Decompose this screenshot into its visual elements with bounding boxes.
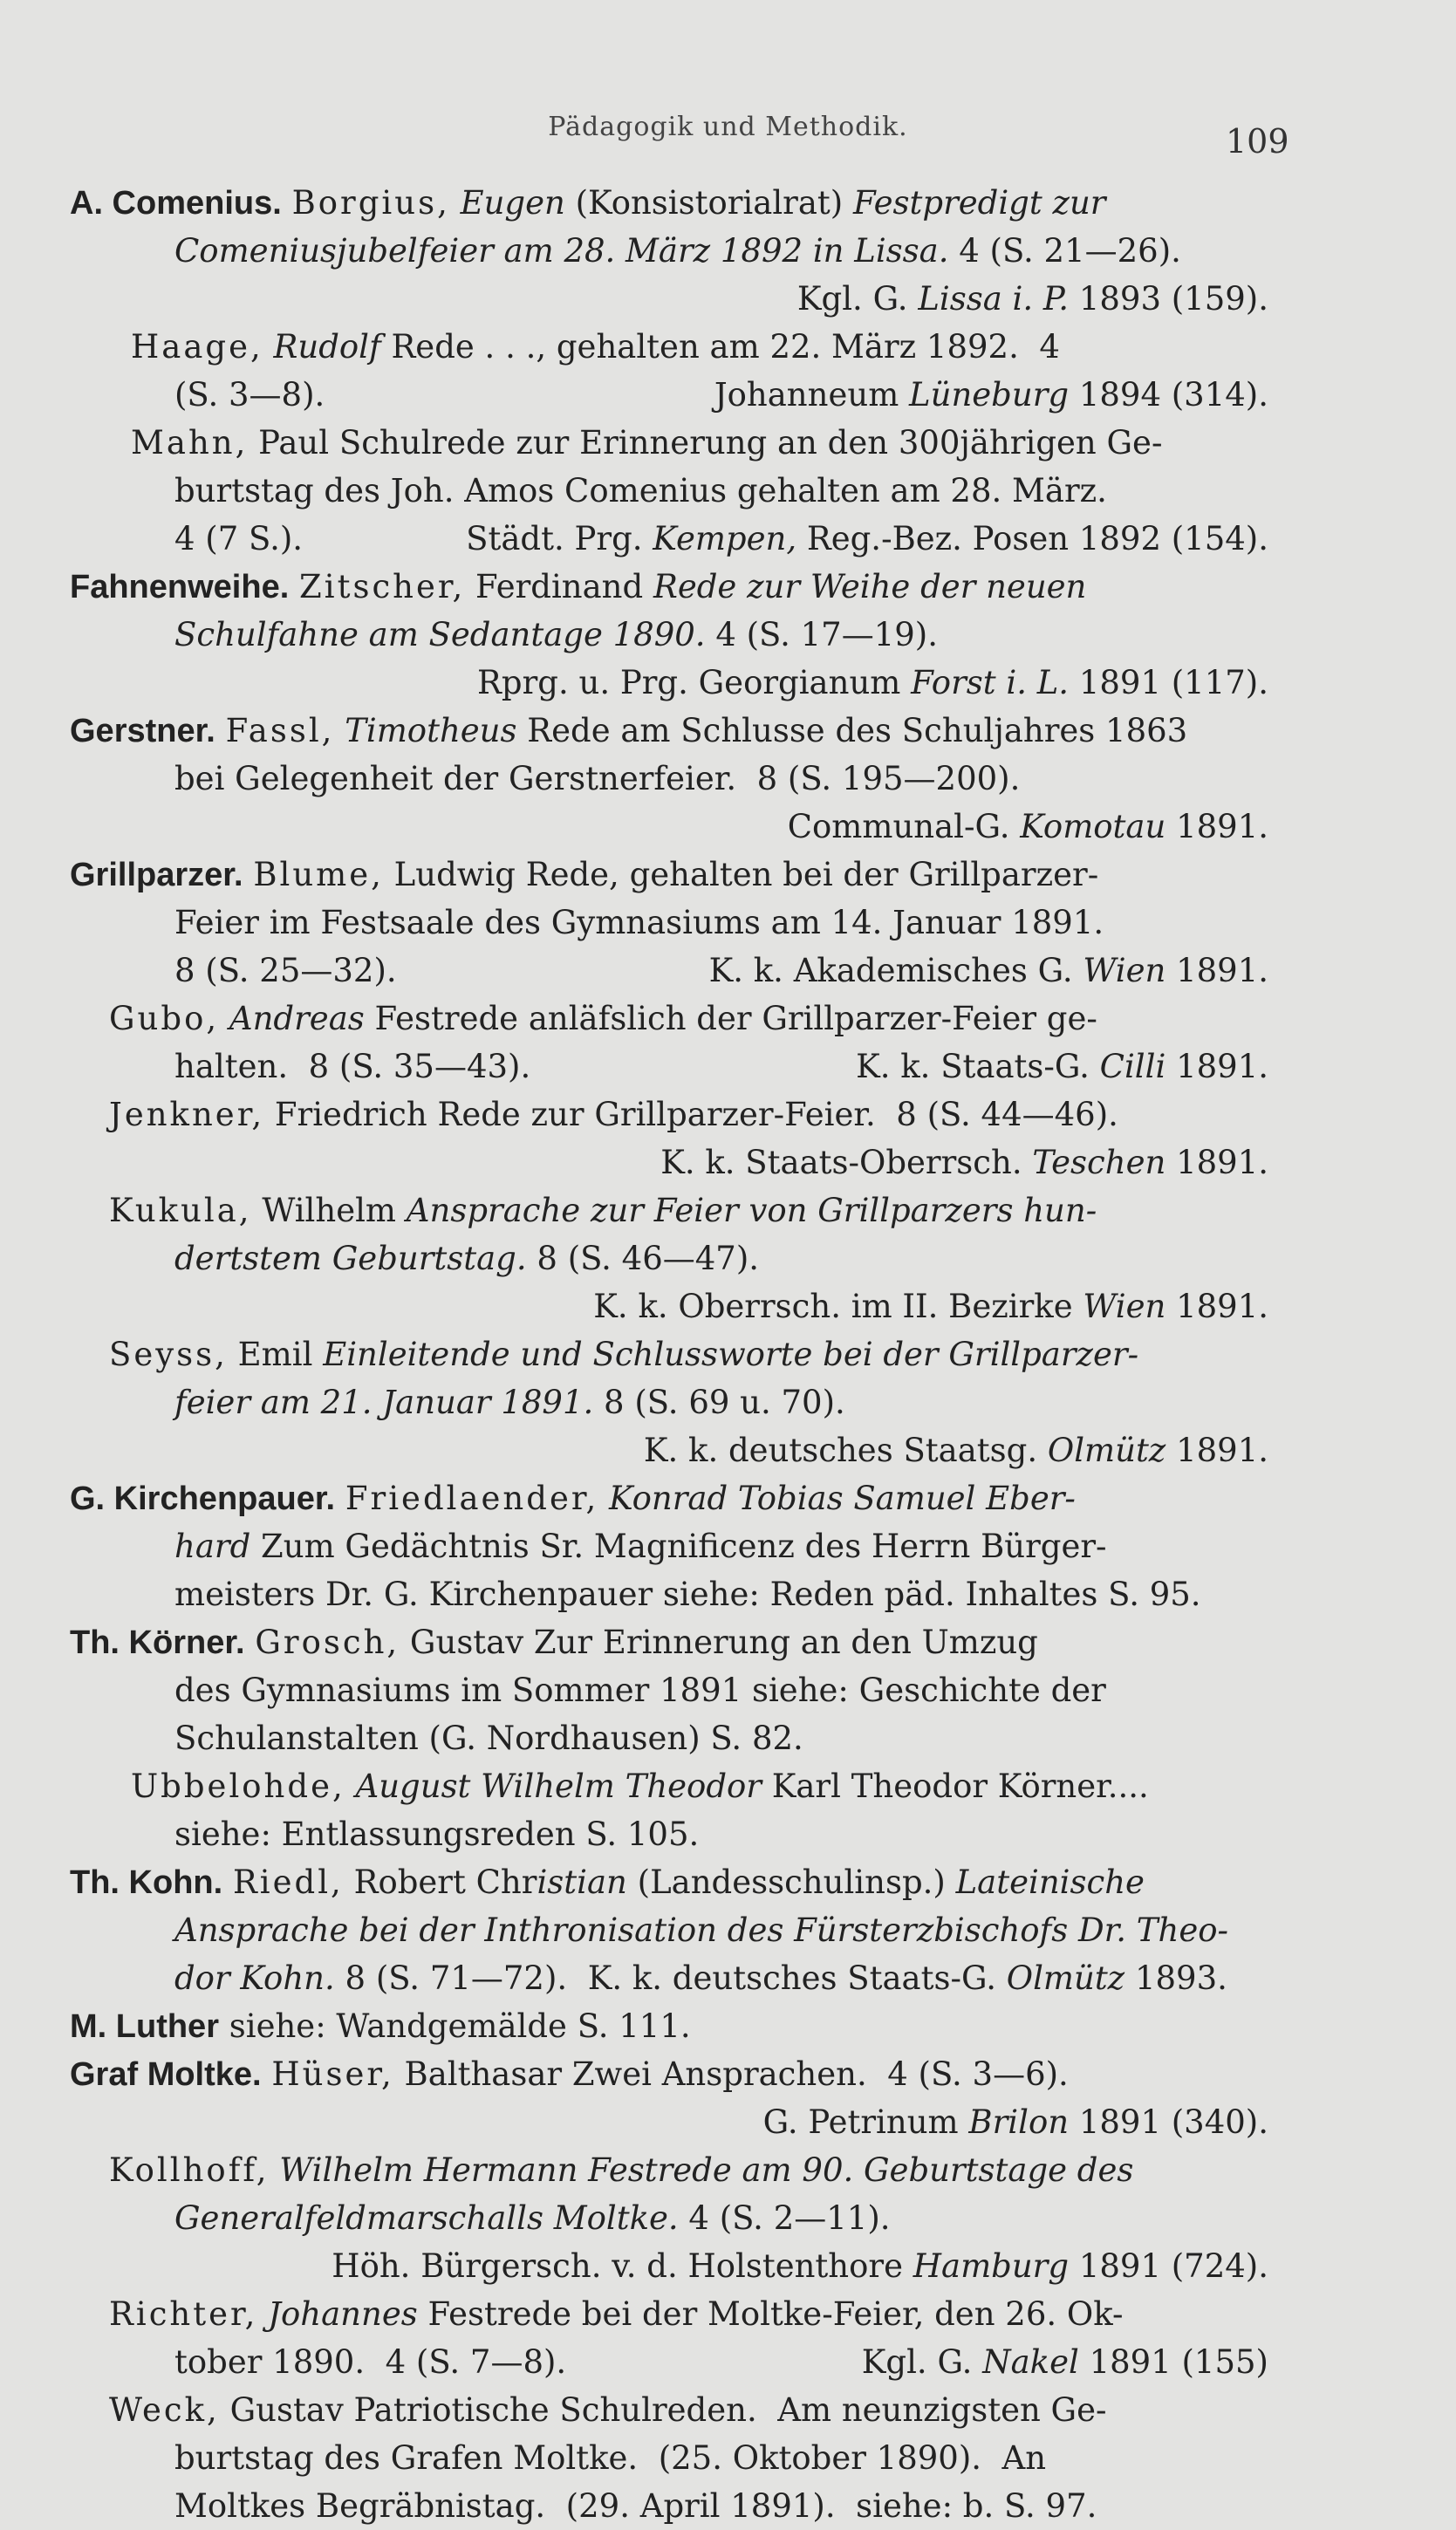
author-name: Fassl, — [225, 712, 335, 749]
index-line: Gubo, Andreas Festrede anläfslich der Grillparzer-Feier ge- — [109, 1000, 1097, 1037]
author-name: Hüser, — [271, 2055, 394, 2093]
page-number: 109 — [1226, 122, 1289, 161]
index-line: Ansprache bei der Inthronisation des Fürsterzbischofs Dr. Theo- — [174, 1911, 1228, 1949]
author-name: Richter, — [109, 2295, 258, 2333]
index-line: Kukula, Wilhelm Ansprache zur Feier von Grillparzers hun- — [109, 1192, 1097, 1229]
index-line: Ubbelohde, August Wilhelm Theodor Karl Theodor Körner.... — [131, 1768, 1149, 1805]
index-line: Schulfahne am Sedantage 1890. 4 (S. 17—19). — [174, 616, 938, 653]
index-line: Schulanstalten (G. Nordhausen) S. 82. — [174, 1720, 803, 1757]
index-line: Graf Moltke. Hüser, Balthasar Zwei Ansprachen. 4 (S. 3—6). — [70, 2055, 1069, 2093]
index-line: A. Comenius. Borgius, Eugen (Konsistorialrat) Festpredigt zur — [70, 184, 1106, 222]
index-line: burtstag des Grafen Moltke. (25. Oktober 1890). An — [174, 2439, 1047, 2477]
entry-heading: G. Kirchenpauer. — [70, 1480, 336, 1517]
index-line: halten. 8 (S. 35—43). K. k. Staats-G. Cilli 1891. — [174, 1048, 1268, 1085]
index-line: G. Kirchenpauer. Friedlaender, Konrad Tobias Samuel Eber- — [70, 1480, 1076, 1517]
author-name: Gubo, — [109, 1000, 220, 1037]
author-name: Kollhoff, — [109, 2151, 270, 2189]
entry-heading: A. Comenius. — [70, 185, 282, 222]
author-name: Borgius, — [291, 184, 450, 222]
index-line: G. Petrinum Brilon 1891 (340). — [762, 2103, 1268, 2141]
author-name: Kukula, — [109, 1192, 252, 1229]
index-line: K. k. deutsches Staatsg. Olmütz 1891. — [643, 1432, 1268, 1469]
index-line: feier am 21. Januar 1891. 8 (S. 69 u. 70). — [174, 1384, 845, 1421]
author-name: Friedlaender, — [345, 1480, 599, 1517]
index-body — [0, 179, 1456, 2530]
author-name: Jenkner, — [109, 1096, 265, 1133]
entry-heading: Th. Kohn. — [70, 1864, 223, 1901]
index-line: Feier im Festsaale des Gymnasiums am 14. Januar 1891. — [174, 904, 1104, 941]
entry-heading: Grillparzer. — [70, 857, 243, 893]
index-line: 4 (7 S.). Städt. Prg. Kempen, Reg.-Bez. Posen 1892 (154). — [174, 520, 1268, 557]
index-line: tober 1890. 4 (S. 7—8). Kgl. G. Nakel 1891 (155) — [174, 2343, 1268, 2381]
index-line: Höh. Bürgersch. v. d. Holstenthore Hamburg 1891 (724). — [332, 2247, 1268, 2285]
running-head: Pädagogik und Methodik. — [548, 112, 908, 142]
author-name: Zitscher, — [299, 568, 466, 605]
index-line: Generalfeldmarschalls Moltke. 4 (S. 2—11). — [174, 2199, 891, 2237]
author-name: Mahn, — [131, 424, 249, 462]
entry-heading: Gerstner. — [70, 713, 215, 749]
index-line: bei Gelegenheit der Gerstnerfeier. 8 (S. 195—200). — [174, 760, 1021, 797]
index-line: Mahn, Paul Schulrede zur Erinnerung an den 300jährigen Ge- — [131, 424, 1163, 462]
author-name: Weck, — [109, 2391, 220, 2429]
index-line: Th. Kohn. Riedl, Robert Christian (Landesschulinsp.) Lateinische — [70, 1863, 1145, 1901]
author-name: Blume, — [253, 856, 384, 893]
entry-heading: Th. Körner. — [70, 1624, 245, 1661]
index-line: K. k. Oberrsch. im II. Bezirke Wien 1891. — [593, 1288, 1268, 1325]
index-line: Seyss, Emil Einleitende und Schlussworte bei der Grillparzer- — [109, 1336, 1139, 1373]
index-line: Richter, Johannes Festrede bei der Moltke-Feier, den 26. Ok- — [109, 2295, 1124, 2333]
index-line: burtstag des Joh. Amos Comenius gehalten am 28. März. — [174, 472, 1107, 509]
index-line: Comeniusjubelfeier am 28. März 1892 in Lissa. 4 (S. 21—26). — [174, 232, 1181, 270]
index-line: Fahnenweihe. Zitscher, Ferdinand Rede zur Weihe der neuen — [70, 568, 1087, 605]
index-line: Haage, Rudolf Rede . . ., gehalten am 22. März 1892. 4 — [131, 328, 1060, 366]
entry-heading: M. Luther — [70, 2008, 219, 2045]
index-line: Rprg. u. Prg. Georgianum Forst i. L. 1891 (117). — [477, 664, 1268, 701]
author-name: Haage, — [131, 328, 263, 366]
author-name: Seyss, — [109, 1336, 228, 1373]
index-line: siehe: Entlassungsreden S. 105. — [174, 1815, 700, 1853]
index-line: Kgl. G. Lissa i. P. 1893 (159). — [796, 280, 1268, 318]
index-line: Jenkner, Friedrich Rede zur Grillparzer-Feier. 8 (S. 44—46). — [109, 1096, 1118, 1133]
index-line: dor Kohn. 8 (S. 71—72). K. k. deutsches Staats-G. Olmütz 1893. — [174, 1959, 1227, 1997]
index-line: Kollhoff, Wilhelm Hermann Festrede am 90. Geburtstage des — [109, 2151, 1134, 2189]
author-name: Riedl, — [232, 1863, 344, 1901]
entry-heading: Fahnenweihe. — [70, 569, 290, 605]
index-line: Th. Körner. Grosch, Gustav Zur Erinnerung an den Umzug — [70, 1624, 1038, 1661]
index-line: des Gymnasiums im Sommer 1891 siehe: Geschichte der — [174, 1672, 1106, 1709]
index-line: Gerstner. Fassl, Timotheus Rede am Schlusse des Schuljahres 1863 — [70, 712, 1188, 749]
index-line: (S. 3—8). Johanneum Lüneburg 1894 (314). — [174, 376, 1268, 414]
index-line: K. k. Staats-Oberrsch. Teschen 1891. — [660, 1144, 1268, 1181]
author-name: Grosch, — [255, 1624, 400, 1661]
index-line: Weck, Gustav Patriotische Schulreden. Am neunzigsten Ge- — [109, 2391, 1107, 2429]
index-line: meisters Dr. G. Kirchenpauer siehe: Reden päd. Inhaltes S. 95. — [174, 1576, 1201, 1613]
author-name: Ubbelohde, — [131, 1768, 345, 1805]
index-line: M. Luther siehe: Wandgemälde S. 111. — [70, 2007, 691, 2045]
index-line: hard Zum Gedächtnis Sr. Magnificenz des Herrn Bürger- — [174, 1528, 1107, 1565]
index-line: dertstem Geburtstag. 8 (S. 46—47). — [174, 1240, 760, 1277]
index-line: Grillparzer. Blume, Ludwig Rede, gehalten bei der Grillparzer- — [70, 856, 1099, 893]
entry-heading: Graf Moltke. — [70, 2056, 262, 2093]
index-line: 8 (S. 25—32). K. k. Akademisches G. Wien 1891. — [174, 952, 1268, 989]
index-line: Communal-G. Komotau 1891. — [787, 808, 1268, 845]
index-line: Moltkes Begräbnistag. (29. April 1891). siehe: b. S. 97. — [174, 2487, 1097, 2525]
